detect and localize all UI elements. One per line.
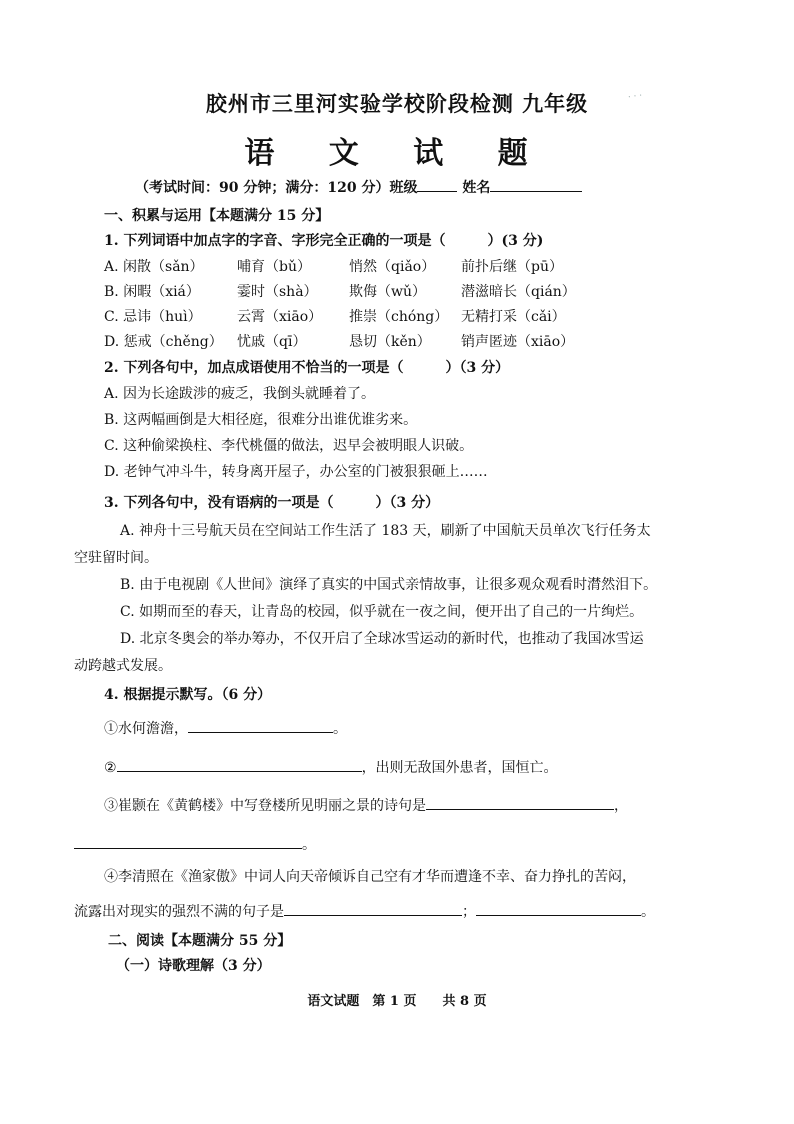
q4-item3-blank2[interactable] (74, 832, 302, 849)
q1-c-1: C. 忌讳（huì） (104, 309, 202, 325)
q1-b-4: 潜滋暗长（qián） (461, 284, 576, 300)
q1-b-3: 欺侮（wǔ） (349, 284, 426, 300)
q1-a-1: A. 闲散（sǎn） (104, 259, 204, 275)
q4-item3-text: ③崔颢在《黄鹤楼》中写登楼所见明丽之景的诗句是 (104, 798, 426, 814)
class-blank (417, 177, 457, 192)
q4-item4-blank1[interactable] (284, 899, 462, 916)
q1-row-d (104, 331, 574, 351)
q4-item3-end: 。 (302, 837, 316, 853)
q3-option-c: C. 如期而至的春天，让青岛的校园，似乎就在一夜之间，便开出了自己的一片绚烂。 (120, 604, 644, 620)
q4-item1-blank[interactable] (188, 716, 333, 733)
q4-item1 (104, 716, 347, 738)
exam-meta (135, 177, 582, 197)
q1-d-4: 销声匿迹（xiāo） (461, 334, 575, 350)
name-label: 姓名 (462, 180, 491, 196)
q4-item4-sep: ； (462, 904, 476, 920)
q4-item2-text: ，出则无敌国外患者，国恒亡。 (361, 760, 558, 776)
q1-b-1: B. 闲暇（xiá） (104, 284, 200, 300)
q3-stem: 3. 下列各句中，没有语病的一项是（ ）（3 分） (104, 495, 440, 511)
q2-stem: 2. 下列各句中，加点成语使用不恰当的一项是（ ）（3 分） (104, 360, 510, 376)
exam-title: 语 文 试 题 (244, 136, 550, 171)
q4-item1-text: ①水何澹澹， (104, 721, 188, 737)
q4-item2 (104, 755, 558, 777)
q2-option-d: D. 老钟气冲斗牛，转身离开屋子，办公室的门被狠狠砸上…… (104, 464, 488, 480)
q1-a-4: 前扑后继（pū） (461, 259, 563, 275)
q4-item1-end: 。 (333, 721, 347, 737)
q1-row-a (104, 256, 563, 276)
school-title: 胶州市三里河实验学校阶段检测 九年级 (205, 91, 589, 116)
q2-option-c: C. 这种偷梁换柱、李代桃僵的做法，迟早会被明眼人识破。 (104, 438, 474, 454)
section1-heading: 一、积累与运用【本题满分 15 分】 (104, 208, 330, 224)
section2-heading: 二、阅读【本题满分 55 分】 (108, 933, 292, 949)
q3-option-b: B. 由于电视剧《人世间》演绎了真实的中国式亲情故事，让很多观众观看时潸然泪下。 (120, 577, 658, 593)
q2-option-a: A. 因为长途跋涉的疲乏，我倒头就睡着了。 (104, 386, 376, 402)
q1-c-2: 云霄（xiāo） (237, 309, 323, 325)
q1-a-3: 悄然（qiǎo） (349, 259, 436, 275)
q4-item3-sep: ， (614, 798, 628, 814)
q3-option-d-line2: 动跨越式发展。 (74, 658, 172, 674)
section2-sub1: （一）诗歌理解（3 分） (116, 958, 271, 974)
q4-item3-cont (74, 832, 316, 854)
q1-d-2: 忧戚（qī） (237, 334, 307, 350)
q1-c-4: 无精打采（cǎi） (461, 309, 566, 325)
q1-row-b (104, 281, 576, 301)
q4-item4-end: 。 (641, 904, 655, 920)
q4-item4-line2 (74, 899, 655, 921)
q4-item2-blank[interactable] (117, 755, 362, 772)
q1-c-3: 推崇（chóng） (349, 309, 449, 325)
q4-item4-blank2[interactable] (476, 899, 641, 916)
q1-d-3: 恳切（kěn） (349, 334, 431, 350)
q1-stem: 1. 下列词语中加点字的字音、字形完全正确的一项是（ ）(3 分) (104, 233, 544, 249)
q3-option-a-line1: A. 神舟十三号航天员在空间站工作生活了 183 天，刷新了中国航天员单次飞行任务太 (120, 523, 651, 539)
q4-item3 (104, 793, 628, 815)
q3-option-a-line2: 空驻留时间。 (74, 550, 158, 566)
q1-b-2: 霎时（shà） (237, 284, 318, 300)
q2-option-b: B. 这两幅画倒是大相径庭，很难分出谁优谁劣来。 (104, 412, 418, 428)
q1-a-2: 哺育（bǔ） (237, 259, 311, 275)
q4-stem: 4. 根据提示默写。（6 分） (104, 687, 272, 703)
q1-d-1: D. 惩戒（chěng） (104, 334, 223, 350)
q4-item2-num: ② (104, 760, 117, 776)
scan-mark: · · · (627, 91, 643, 103)
q3-option-d-line1: D. 北京冬奥会的举办筹办，不仅开启了全球冰雪运动的新时代，也推动了我国冰雪运 (120, 631, 644, 647)
q4-item4-line1: ④李清照在《渔家傲》中词人向天帝倾诉自己空有才华而遭逢不幸、奋力挣扎的苦闷， (104, 869, 636, 885)
q4-item3-blank1[interactable] (426, 793, 614, 810)
q4-item4-text: 流露出对现实的强烈不满的句子是 (74, 904, 284, 920)
exam-meta-text: （考试时间：90 分钟；满分：120 分）班级 (135, 180, 418, 196)
name-blank (490, 177, 582, 192)
q1-row-c (104, 306, 566, 326)
page-footer: 语文试题 第 1 页 共 8 页 (307, 994, 487, 1009)
